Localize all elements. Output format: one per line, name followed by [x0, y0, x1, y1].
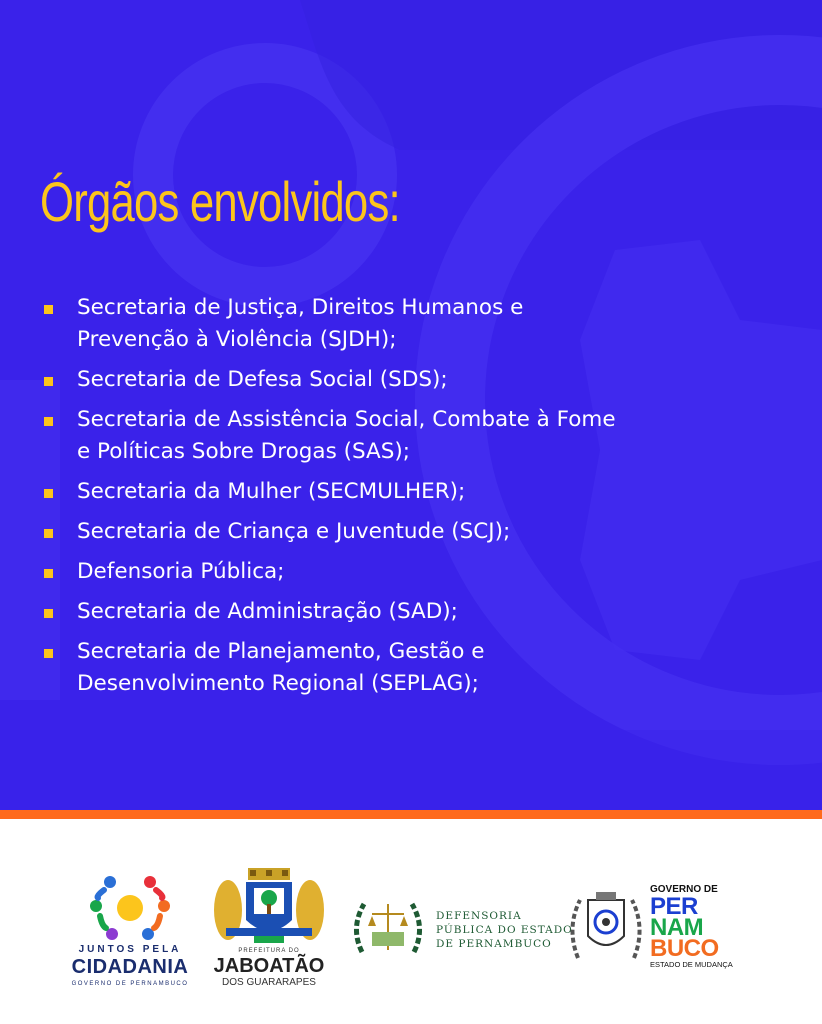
list-item — [44, 596, 784, 628]
logo-text: PREFEITURA DO — [238, 948, 300, 954]
item-line: Secretaria de Defesa Social (SDS); — [77, 367, 448, 392]
logo-text: DE PERNAMBUCO — [436, 938, 552, 950]
item-line: Secretaria de Criança e Juventude (SCJ); — [77, 519, 511, 544]
organ-list — [44, 292, 784, 708]
list-item — [44, 476, 784, 508]
square-bullet-icon — [44, 305, 53, 314]
square-bullet-icon — [44, 529, 53, 538]
square-bullet-icon — [44, 417, 53, 426]
logo-text: NAM — [650, 914, 704, 941]
square-bullet-icon — [44, 377, 53, 386]
list-item — [44, 364, 784, 396]
item-line: Secretaria de Assistência Social, Combate à Fome — [77, 407, 616, 432]
square-bullet-icon — [44, 649, 53, 658]
square-bullet-icon — [44, 609, 53, 618]
laurel-scales-icon — [348, 892, 428, 962]
list-item — [44, 556, 784, 588]
logo-text: GOVERNO DE PERNAMBUCO — [71, 981, 189, 987]
orange-divider — [0, 810, 822, 819]
item-line: Secretaria de Justiça, Direitos Humanos e — [77, 295, 524, 320]
governo-pernambuco-logo — [650, 884, 760, 974]
list-item — [44, 636, 784, 700]
item-line: Defensoria Pública; — [77, 559, 285, 584]
defensoria-logo — [348, 892, 573, 962]
jaboatao-logo — [210, 866, 328, 990]
list-item — [44, 516, 784, 548]
logo-text: JABOATÃO — [213, 955, 325, 977]
logo-text: BUCO — [650, 935, 719, 962]
item-line: Desenvolvimento Regional (SEPLAG); — [77, 671, 479, 696]
logo-text: PER — [650, 893, 698, 920]
list-item — [44, 292, 784, 356]
logo-text: GOVERNO DE — [650, 884, 718, 895]
item-line: Secretaria de Administração (SAD); — [77, 599, 458, 624]
page-title: Órgãos envolvidos: — [40, 170, 400, 233]
logo-text: CIDADANIA — [71, 956, 189, 978]
item-line: Secretaria da Mulher (SECMULHER); — [77, 479, 466, 504]
juntos-pela-cidadania-logo — [60, 868, 200, 992]
logo-text: PÚBLICA DO ESTADO — [436, 924, 573, 936]
list-item — [44, 404, 784, 468]
state-crest-icon — [566, 888, 646, 968]
logo-text: DOS GUARARAPES — [222, 977, 316, 988]
logo-text: DEFENSORIA — [436, 910, 522, 922]
item-line: Prevenção à Violência (SJDH); — [77, 327, 397, 352]
square-bullet-icon — [44, 569, 53, 578]
item-line: e Políticas Sobre Drogas (SAS); — [77, 439, 411, 464]
square-bullet-icon — [44, 489, 53, 498]
coat-of-arms-icon — [210, 866, 328, 948]
logo-text: ESTADO DE MUDANÇA — [650, 960, 733, 969]
people-circle-icon — [60, 868, 200, 944]
item-line: Secretaria de Planejamento, Gestão e — [77, 639, 485, 664]
logo-text: JUNTOS PELA — [78, 944, 182, 955]
pernambuco-crest-logo — [566, 888, 646, 968]
